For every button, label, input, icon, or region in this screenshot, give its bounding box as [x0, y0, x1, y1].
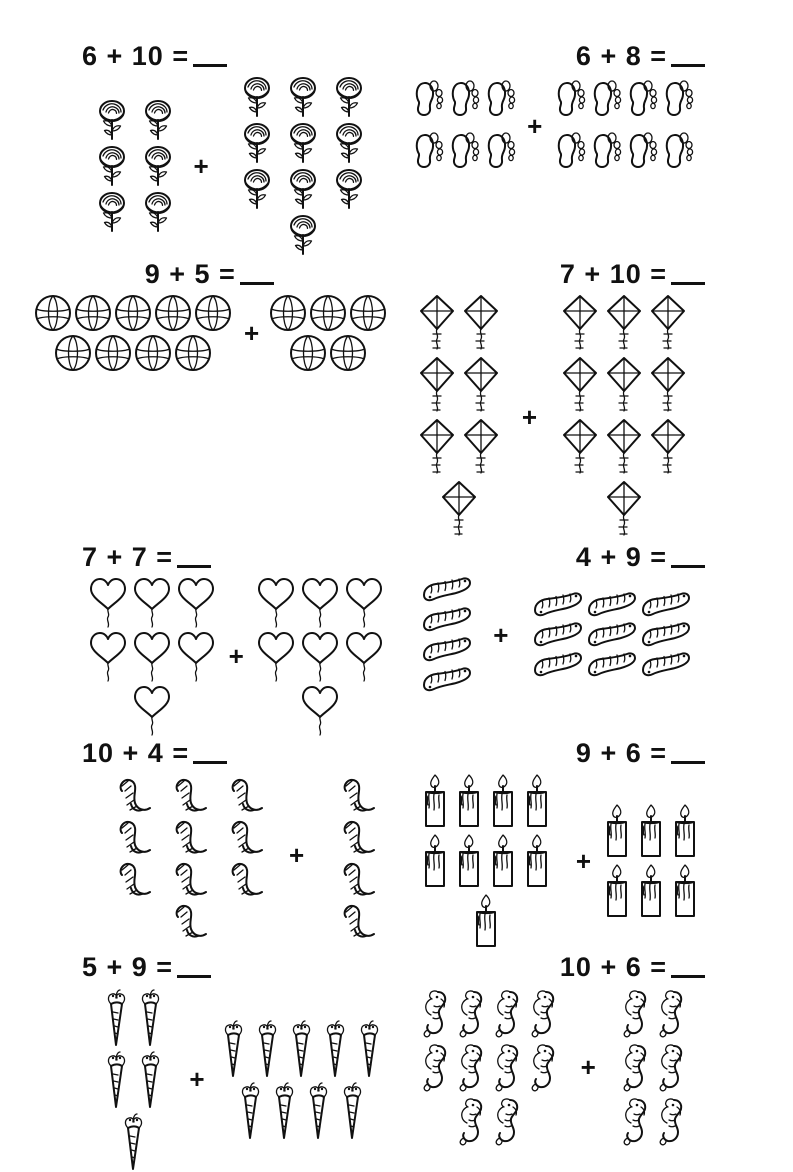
- plus-operator: +: [228, 641, 244, 672]
- rose-icon: [234, 74, 280, 120]
- footprint-icon: [410, 74, 446, 126]
- beachball-icon: [268, 293, 308, 333]
- carrot-icon: [216, 1017, 250, 1079]
- equation-text: [82, 543, 211, 571]
- caterpillar-icon: [637, 620, 691, 650]
- kite-icon: [646, 355, 690, 417]
- answer-blank[interactable]: [193, 740, 227, 764]
- kite-icon: [459, 293, 503, 355]
- heart-balloon-icon: [298, 683, 342, 737]
- icon-row: [28, 293, 391, 373]
- seahorse-icon: [453, 1094, 489, 1148]
- caterpillar-icon: [529, 620, 583, 650]
- candle-icon: [452, 771, 486, 831]
- candle-icon: [520, 831, 554, 891]
- seahorse-icon: [489, 1094, 525, 1148]
- kite-icon: [459, 417, 503, 479]
- problem-4: [397, 258, 772, 540]
- carrot-icon: [233, 1079, 267, 1141]
- equation-text: [82, 953, 211, 981]
- kite-icon: [602, 293, 646, 355]
- heart-balloon-icon: [342, 629, 386, 683]
- seahorse-icon: [617, 1040, 653, 1094]
- icon-group-left: [403, 986, 575, 1148]
- footprint-icon: [624, 74, 660, 126]
- kite-icon: [646, 417, 690, 479]
- caterpillar-icon: [418, 575, 472, 605]
- seahorse-icon: [417, 986, 453, 1040]
- beachball-icon: [53, 333, 93, 373]
- icon-group-right: [215, 74, 391, 258]
- equation-text: [560, 260, 705, 288]
- candy-cane-icon: [98, 855, 154, 897]
- plus-operator: +: [193, 151, 209, 182]
- heart-balloon-icon: [130, 683, 174, 737]
- beachball-icon: [33, 293, 73, 333]
- candle-icon: [486, 831, 520, 891]
- footprint-icon: [552, 126, 588, 178]
- candy-cane-icon: [322, 771, 378, 813]
- beachball-icon: [193, 293, 233, 333]
- candle-icon: [520, 771, 554, 831]
- problem-10: [397, 951, 772, 1171]
- answer-blank[interactable]: [671, 261, 705, 285]
- heart-balloon-icon: [254, 629, 298, 683]
- icon-row: [82, 74, 391, 258]
- caterpillar-icon: [418, 605, 472, 635]
- plus-operator: +: [244, 317, 260, 348]
- icon-group-right: [602, 986, 705, 1148]
- icon-group-right: [211, 1017, 391, 1141]
- rose-icon: [280, 120, 326, 166]
- beachball-icon: [308, 293, 348, 333]
- beachball-icon: [173, 333, 213, 373]
- candy-cane-icon: [210, 771, 266, 813]
- icon-group-right: [250, 575, 391, 737]
- heart-balloon-icon: [342, 575, 386, 629]
- heart-balloon-icon: [130, 575, 174, 629]
- equation-text: [560, 953, 705, 981]
- candy-cane-icon: [322, 813, 378, 855]
- candy-cane-icon: [322, 855, 378, 897]
- equation-expression: 9 + 5 =: [144, 259, 236, 290]
- carrot-icon: [284, 1017, 318, 1079]
- caterpillar-icon: [583, 620, 637, 650]
- candle-icon: [418, 771, 452, 831]
- carrot-icon: [133, 986, 167, 1048]
- candle-icon: [469, 891, 503, 951]
- footprint-icon: [410, 126, 446, 178]
- plus-operator: +: [288, 840, 305, 871]
- candy-cane-icon: [98, 813, 154, 855]
- heart-balloon-icon: [254, 575, 298, 629]
- beachball-icon: [133, 333, 173, 373]
- candle-icon: [486, 771, 520, 831]
- equation-expression: 7 + 7 =: [82, 541, 174, 572]
- equation-text: [82, 42, 227, 70]
- carrot-icon: [250, 1017, 284, 1079]
- icon-row: [82, 986, 391, 1172]
- equation-expression: 4 + 9 =: [575, 541, 667, 572]
- rose-icon: [326, 74, 372, 120]
- caterpillar-icon: [418, 665, 472, 695]
- carrot-icon: [301, 1079, 335, 1141]
- candy-cane-icon: [154, 771, 210, 813]
- icon-row: [82, 771, 391, 939]
- candy-cane-icon: [322, 897, 378, 939]
- heart-balloon-icon: [174, 629, 218, 683]
- equation-text: [576, 739, 705, 767]
- seahorse-icon: [489, 986, 525, 1040]
- candy-cane-icon: [210, 813, 266, 855]
- candle-icon: [668, 861, 702, 921]
- equation-text: [576, 42, 705, 70]
- carrot-icon: [335, 1079, 369, 1141]
- beachball-icon: [348, 293, 388, 333]
- candle-icon: [634, 801, 668, 861]
- heart-balloon-icon: [298, 629, 342, 683]
- equation-expression: 6 + 10 =: [82, 41, 190, 71]
- heart-balloon-icon: [130, 629, 174, 683]
- equation-expression: 10 + 4 =: [82, 738, 190, 769]
- icon-group-right: [514, 590, 705, 680]
- rose-icon: [135, 189, 181, 235]
- carrot-icon: [116, 1110, 150, 1172]
- equation-expression: 5 + 9 =: [82, 952, 174, 983]
- seahorse-icon: [617, 986, 653, 1040]
- equation-text: [576, 543, 705, 571]
- rose-icon: [234, 120, 280, 166]
- kite-icon: [602, 479, 646, 541]
- footprint-icon: [446, 74, 482, 126]
- carrot-icon: [352, 1017, 386, 1079]
- seahorse-icon: [525, 986, 561, 1040]
- footprint-icon: [482, 74, 518, 126]
- caterpillar-icon: [418, 635, 472, 665]
- icon-group-left: [82, 97, 187, 235]
- icon-group-right: [265, 293, 390, 373]
- candy-cane-icon: [154, 813, 210, 855]
- kite-icon: [558, 293, 602, 355]
- problem-7: [22, 737, 397, 951]
- problem-5: [22, 541, 397, 737]
- heart-balloon-icon: [86, 629, 130, 683]
- icon-group-left: [82, 771, 283, 939]
- problem-3: [22, 258, 397, 540]
- answer-blank[interactable]: [671, 43, 705, 67]
- icon-group-left: [407, 74, 521, 178]
- kite-icon: [415, 355, 459, 417]
- icon-group-left: [403, 575, 488, 695]
- plus-operator: +: [493, 620, 509, 651]
- plus-operator: +: [580, 1051, 596, 1082]
- answer-blank[interactable]: [177, 954, 211, 978]
- answer-blank[interactable]: [671, 740, 705, 764]
- rose-icon: [280, 166, 326, 212]
- footprint-icon: [482, 126, 518, 178]
- candle-icon: [452, 831, 486, 891]
- carrot-icon: [133, 1048, 167, 1110]
- icon-group-left: [82, 575, 223, 737]
- seahorse-icon: [653, 986, 689, 1040]
- candle-icon: [600, 801, 634, 861]
- caterpillar-icon: [637, 650, 691, 680]
- footprint-icon: [624, 126, 660, 178]
- rose-icon: [89, 97, 135, 143]
- seahorse-icon: [453, 986, 489, 1040]
- rose-icon: [135, 97, 181, 143]
- plus-operator: +: [527, 111, 543, 142]
- rose-icon: [326, 120, 372, 166]
- beachball-icon: [93, 333, 133, 373]
- seahorse-icon: [453, 1040, 489, 1094]
- icon-group-right: [543, 293, 705, 541]
- rose-icon: [234, 166, 280, 212]
- seahorse-icon: [653, 1040, 689, 1094]
- candle-icon: [600, 861, 634, 921]
- footprint-icon: [660, 126, 696, 178]
- kite-icon: [602, 417, 646, 479]
- beachball-icon: [73, 293, 113, 333]
- candle-icon: [634, 861, 668, 921]
- seahorse-icon: [653, 1094, 689, 1148]
- footprint-icon: [446, 126, 482, 178]
- seahorse-icon: [489, 1040, 525, 1094]
- problem-8: [397, 737, 772, 951]
- rose-icon: [326, 166, 372, 212]
- icon-row: [82, 575, 391, 737]
- candy-cane-icon: [154, 897, 210, 939]
- rose-icon: [280, 74, 326, 120]
- kite-icon: [415, 417, 459, 479]
- caterpillar-icon: [529, 650, 583, 680]
- icon-row: [403, 575, 706, 695]
- footprint-icon: [588, 126, 624, 178]
- kite-icon: [646, 293, 690, 355]
- seahorse-icon: [525, 1040, 561, 1094]
- icon-group-right: [310, 771, 390, 939]
- rose-icon: [135, 143, 181, 189]
- equation-expression: 9 + 6 =: [575, 738, 667, 769]
- plus-operator: +: [521, 401, 538, 432]
- icon-row: [403, 986, 706, 1148]
- icon-group-right: [548, 74, 700, 178]
- problem-6: [397, 541, 772, 737]
- beachball-icon: [153, 293, 193, 333]
- icon-group-right: [597, 801, 705, 921]
- kite-icon: [558, 417, 602, 479]
- answer-blank[interactable]: [193, 43, 227, 67]
- icon-group-left: [28, 293, 238, 373]
- icon-group-left: [403, 293, 516, 541]
- carrot-icon: [267, 1079, 301, 1141]
- seahorse-icon: [617, 1094, 653, 1148]
- icon-row: [403, 771, 706, 951]
- icon-row: [403, 74, 706, 178]
- carrot-icon: [318, 1017, 352, 1079]
- rose-icon: [280, 212, 326, 258]
- equation-text: [82, 739, 227, 767]
- plus-operator: +: [189, 1063, 205, 1094]
- footprint-icon: [588, 74, 624, 126]
- icon-group-left: [82, 986, 183, 1172]
- problem-1: [22, 40, 397, 258]
- seahorse-icon: [417, 1040, 453, 1094]
- beachball-icon: [288, 333, 328, 373]
- kite-icon: [602, 355, 646, 417]
- equation-expression: 6 + 8 =: [575, 41, 667, 71]
- caterpillar-icon: [583, 590, 637, 620]
- plus-operator: +: [575, 846, 591, 877]
- kite-icon: [437, 479, 481, 541]
- kite-icon: [459, 355, 503, 417]
- heart-balloon-icon: [298, 575, 342, 629]
- answer-blank[interactable]: [671, 544, 705, 568]
- answer-blank[interactable]: [671, 954, 705, 978]
- problem-9: [22, 951, 397, 1171]
- carrot-icon: [99, 986, 133, 1048]
- rose-icon: [89, 143, 135, 189]
- caterpillar-icon: [583, 650, 637, 680]
- kite-icon: [415, 293, 459, 355]
- candle-icon: [668, 801, 702, 861]
- beachball-icon: [328, 333, 368, 373]
- rose-icon: [89, 189, 135, 235]
- footprint-icon: [552, 74, 588, 126]
- problem-grid: [22, 40, 771, 1092]
- heart-balloon-icon: [86, 575, 130, 629]
- candy-cane-icon: [210, 855, 266, 897]
- icon-group-left: [403, 771, 570, 951]
- equation-expression: 10 + 6 =: [559, 952, 667, 983]
- answer-blank[interactable]: [177, 544, 211, 568]
- kite-icon: [558, 355, 602, 417]
- caterpillar-icon: [637, 590, 691, 620]
- heart-balloon-icon: [174, 575, 218, 629]
- problem-2: [397, 40, 772, 258]
- beachball-icon: [113, 293, 153, 333]
- carrot-icon: [99, 1048, 133, 1110]
- equation-text: [145, 260, 274, 288]
- candy-cane-icon: [154, 855, 210, 897]
- footprint-icon: [660, 74, 696, 126]
- icon-row: [403, 293, 706, 541]
- caterpillar-icon: [529, 590, 583, 620]
- answer-blank[interactable]: [240, 261, 274, 285]
- equation-expression: 7 + 10 =: [559, 259, 667, 290]
- candle-icon: [418, 831, 452, 891]
- candy-cane-icon: [98, 771, 154, 813]
